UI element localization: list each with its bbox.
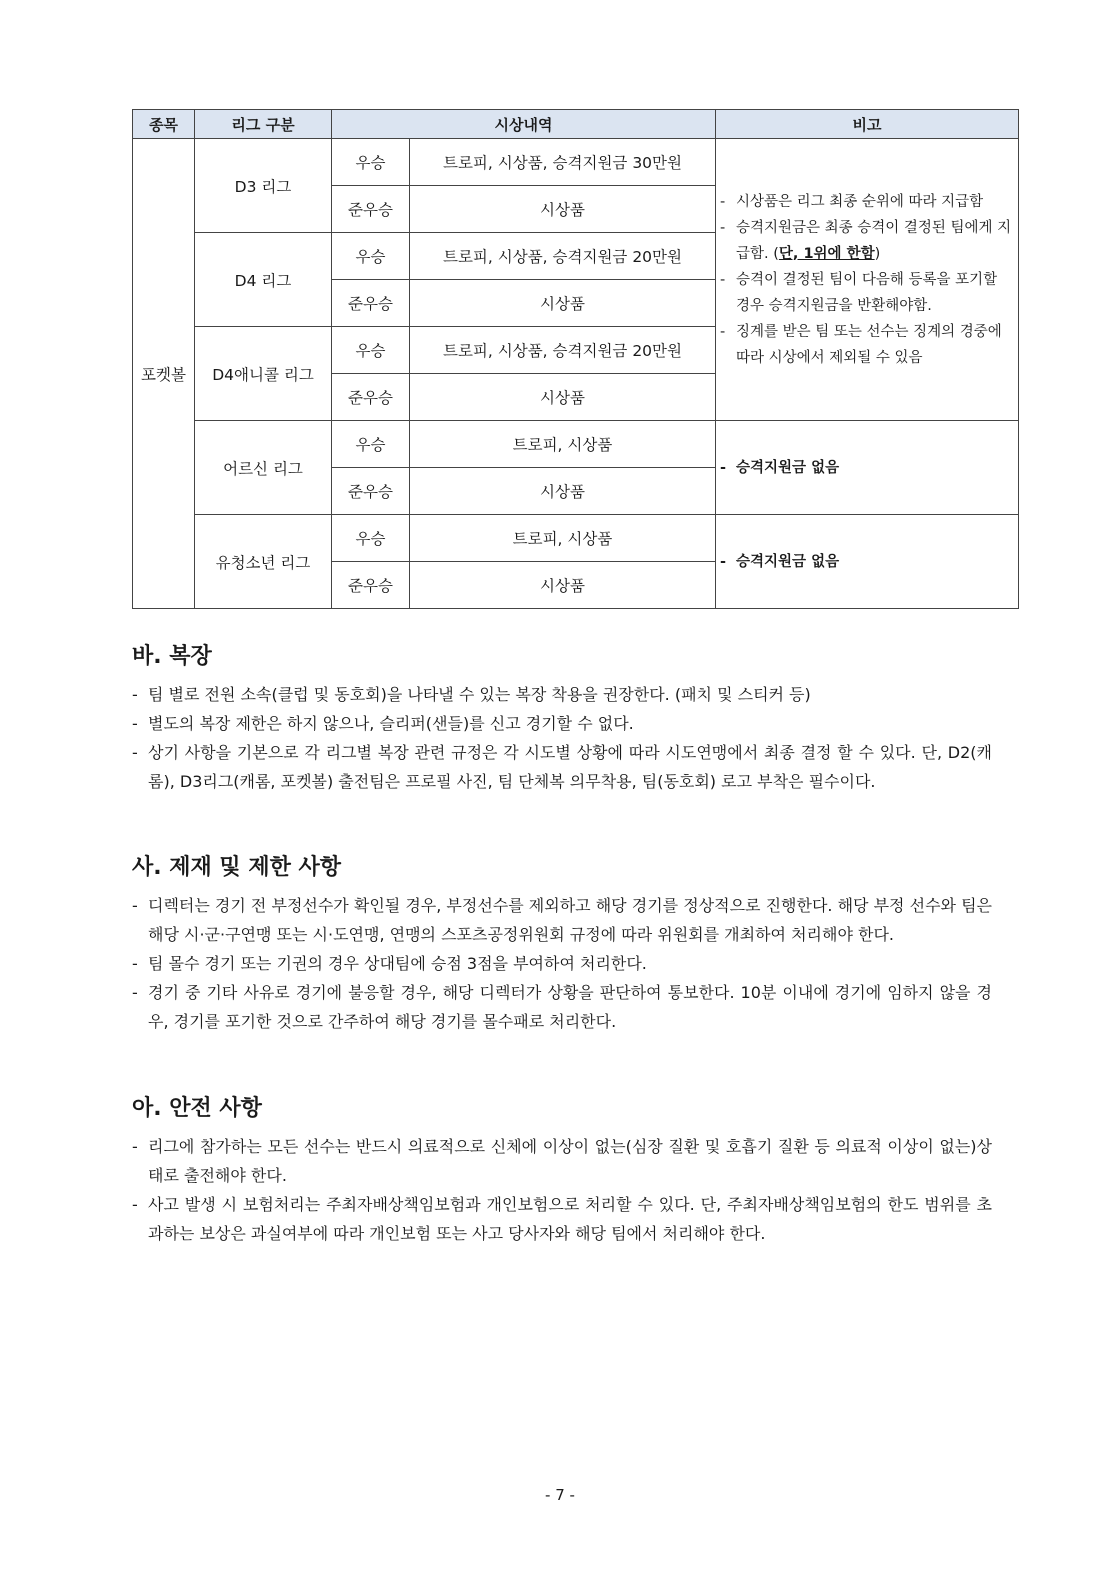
award-cell: 트로피, 시상품 [410,515,716,562]
league-name: D3 리그 [195,139,332,233]
section-title: 사. 제재 및 제한 사항 [132,855,342,880]
award-cell: 시상품 [410,374,716,421]
list-item: - 사고 발생 시 보험처리는 주최자배상책임보험과 개인보험으로 처리할 수 있다. 단, 주최자배상책임보험의 한도 범위를 초과하는 보상은 과실여부에 따라 개인보험 또는 사고 당사자와 해당 팀에서 처리해야 한다. [132,1190,992,1248]
award-cell: 시상품 [410,562,716,609]
section-title: 아. 안전 사항 [132,1096,262,1121]
remark-item: - 승격지원금 없음 [720,455,1014,481]
remark-item: - 승격지원금은 최종 승격이 결정된 팀에게 지급함. (단, 1위에 한함) [720,215,1014,267]
award-cell: 트로피, 시상품, 승격지원금 20만원 [410,327,716,374]
remark-item: - 승격이 결정된 팀이 다음해 등록을 포기할 경우 승격지원금을 반환해야함. [720,267,1014,319]
rank-cell: 준우승 [332,562,410,609]
award-cell: 시상품 [410,186,716,233]
rank-cell: 준우승 [332,468,410,515]
remarks-no-grant [716,515,1019,609]
list-item: - 상기 사항을 기본으로 각 리그별 복장 관련 규정은 각 시도별 상황에 따라 시도연맹에서 최종 결정 할 수 있다. 단, D2(캐롬), D3리그(캐롬, 포켓볼) 출전팀은 프로필 사진, 팀 단체복 의무착용, 팀(동호회) 로고 부착은 필수이다. [132,738,992,796]
award-cell: 트로피, 시상품 [410,421,716,468]
table-row [133,515,1019,562]
league-name: D4 리그 [195,233,332,327]
rank-cell: 준우승 [332,374,410,421]
award-cell: 트로피, 시상품, 승격지원금 20만원 [410,233,716,280]
remark-emphasis: 단, 1위에 한함 [778,245,875,262]
header-awards: 시상내역 [332,110,716,139]
rank-cell: 우승 [332,233,410,280]
remark-item: - 승격지원금 없음 [720,549,1014,575]
sport-cell: 포켓볼 [133,139,195,609]
header-remarks: 비고 [716,110,1019,139]
list-item: - 디렉터는 경기 전 부정선수가 확인될 경우, 부정선수를 제외하고 해당 경기를 정상적으로 진행한다. 해당 부정 선수와 팀은 해당 시·군·구연맹 또는 시·도연맹, 연맹의 스포츠공정위원회 규정에 따라 위원회를 개최하여 처리해야 한다. [132,891,992,949]
section-safety [132,1094,992,1248]
table-row [133,421,1019,468]
section-title: 바. 복장 [132,644,212,669]
award-cell: 시상품 [410,280,716,327]
remarks-no-grant [716,421,1019,515]
header-league: 리그 구분 [195,110,332,139]
header-sport: 종목 [133,110,195,139]
league-name: 유청소년 리그 [195,515,332,609]
remarks-main [716,139,1019,421]
remark-item: - 시상품은 리그 최종 순위에 따라 지급함 [720,189,1014,215]
rank-cell: 우승 [332,515,410,562]
table-header-row [133,110,1019,139]
section-uniform [132,642,992,796]
list-item: - 리그에 참가하는 모든 선수는 반드시 의료적으로 신체에 이상이 없는(심장 질환 및 호흡기 질환 등 의료적 이상이 없는)상태로 출전해야 한다. [132,1132,992,1190]
list-item: - 경기 중 기타 사유로 경기에 불응할 경우, 해당 디렉터가 상황을 판단하여 통보한다. 10분 이내에 경기에 임하지 않을 경우, 경기를 포기한 것으로 간주하여 해당 경기를 몰수패로 처리한다. [132,978,992,1036]
list-item: - 팀 몰수 경기 또는 기권의 경우 상대팀에 승점 3점을 부여하여 처리한다. [132,949,992,978]
remark-item: - 징계를 받은 팀 또는 선수는 징계의 경중에 따라 시상에서 제외될 수 있음 [720,319,1014,371]
list-item: - 팀 별로 전원 소속(클럽 및 동호회)을 나타낼 수 있는 복장 착용을 권장한다. (패치 및 스티커 등) [132,680,992,709]
league-name: 어르신 리그 [195,421,332,515]
table-row [133,139,1019,186]
award-cell: 트로피, 시상품, 승격지원금 30만원 [410,139,716,186]
section-sanctions [132,853,992,1036]
rank-cell: 준우승 [332,280,410,327]
league-name: D4애니콜 리그 [195,327,332,421]
page-number: - 7 - [545,1486,575,1504]
rank-cell: 우승 [332,139,410,186]
rank-cell: 우승 [332,421,410,468]
rank-cell: 우승 [332,327,410,374]
award-cell: 시상품 [410,468,716,515]
awards-table [132,109,1019,609]
rank-cell: 준우승 [332,186,410,233]
list-item: - 별도의 복장 제한은 하지 않으나, 슬리퍼(샌들)를 신고 경기할 수 없다. [132,709,992,738]
